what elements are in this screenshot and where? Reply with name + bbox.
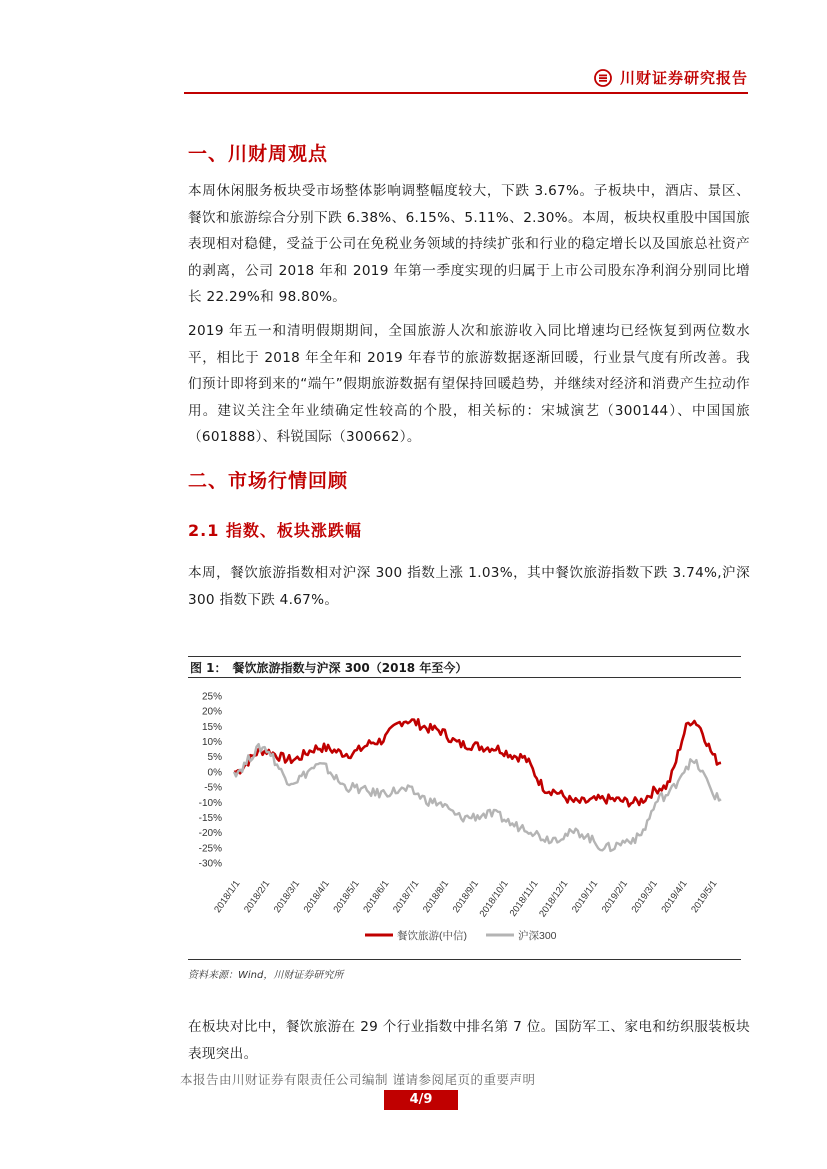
x-tick-label: 2018/12/1 [537,878,571,920]
x-tick-label: 2018/4/1 [301,878,332,916]
section1-paragraph-2: 2019 年五一和清明假期期间，全国旅游人次和旅游收入同比增速均已经恢复到两位数水平，相比于 2018 年全年和 2019 年春节的旅游数据逐渐回暖，行业景气度有所改善。我们预计即将到来的“端午”假期旅游数据有望保持回暖趋势，并继续对经济和消费产生拉动作用。建议关注全年业绩确定性较高的个股，相关标的：宋城演艺（300144）、中国国旅（601888）、科锐国际（300662）。 [188,323,750,445]
x-tick-label: 2018/6/1 [361,878,392,916]
y-tick-label: 10% [201,737,222,749]
y-tick-label: 25% [201,691,222,703]
y-tick-label: -15% [198,812,222,824]
x-tick-label: 2018/5/1 [331,878,362,916]
x-tick-label: 2018/8/1 [420,878,452,916]
figure-source: 资料来源：Wind，川财证券研究所 [188,970,344,981]
series-line-catering-tourism [234,719,721,806]
line-chart [188,680,741,958]
y-tick-label: 0% [207,767,222,779]
section2-title: 二、市场行情回顾 [188,470,349,492]
brand [594,67,748,88]
figure-title: 图 1： 餐饮旅游指数与沪深 300（2018 年至今） [188,656,741,678]
page-header [184,63,748,93]
x-tick-label: 2018/3/1 [271,878,303,916]
y-tick-label: -5% [204,782,222,794]
y-tick-label: -30% [198,858,222,870]
x-tick-label: 2019/1/1 [569,878,601,916]
x-tick-label: 2019/3/1 [629,878,660,916]
x-tick-label: 2018/10/1 [477,878,511,920]
figure-bottom-rule [188,959,741,960]
section2-paragraph-2: 在板块对比中，餐饮旅游在 29 个行业指数中排名第 7 位。国防军工、家电和纺织服装板块表现突出。 [188,1019,750,1062]
section1-title: 一、川财周观点 [188,143,329,165]
section2-paragraph-1: 本周，餐饮旅游指数相对沪深 300 指数上涨 1.03%，其中餐饮旅游指数下跌 3.74%,沪深 300 指数下跌 4.67%。 [188,565,750,608]
legend-label-csi300: 沪深300 [518,930,557,942]
header-rule [184,92,748,94]
y-tick-label: -20% [198,828,222,840]
x-tick-label: 2019/4/1 [659,878,690,916]
x-tick-label: 2018/2/1 [242,878,273,916]
footer-disclaimer: 本报告由川财证券有限责任公司编制 谨请参阅尾页的重要声明 [180,1072,536,1087]
x-tick-label: 2018/1/1 [212,878,243,916]
y-tick-label: 20% [201,706,222,718]
y-tick-label: 15% [201,721,222,733]
x-tick-label: 2018/11/1 [507,878,541,919]
page-number: 4/9 [384,1090,458,1110]
brand-name: 川财证券研究报告 [619,69,748,87]
company-logo-icon [594,69,612,87]
y-tick-label: -25% [198,843,222,855]
x-tick-label: 2019/5/1 [689,878,720,916]
section1-paragraph-1: 本周休闲服务板块受市场整体影响调整幅度较大，下跌 3.67%。子板块中，酒店、景区、餐饮和旅游综合分别下跌 6.38%、6.15%、5.11%、2.30%。本周，板块权重股中国国旅表现相对稳健，受益于公司在免税业务领域的持续扩张和行业的稳定增长以及国旅总社资产的剥离，公司 2018 年和 2019 年第一季度实现的归属于上市公司股东净利润分别同比增长 22.29%和 98.80%。 [188,183,750,305]
x-tick-label: 2019/2/1 [599,878,631,916]
x-tick-label: 2018/7/1 [391,878,422,916]
x-tick-label: 2018/9/1 [450,878,481,916]
legend-label-catering-tourism: 餐饮旅游(中信) [397,930,467,942]
y-tick-label: -10% [198,797,222,809]
y-tick-label: 5% [207,752,222,764]
section2-subtitle: 2.1 指数、板块涨跌幅 [188,521,362,540]
